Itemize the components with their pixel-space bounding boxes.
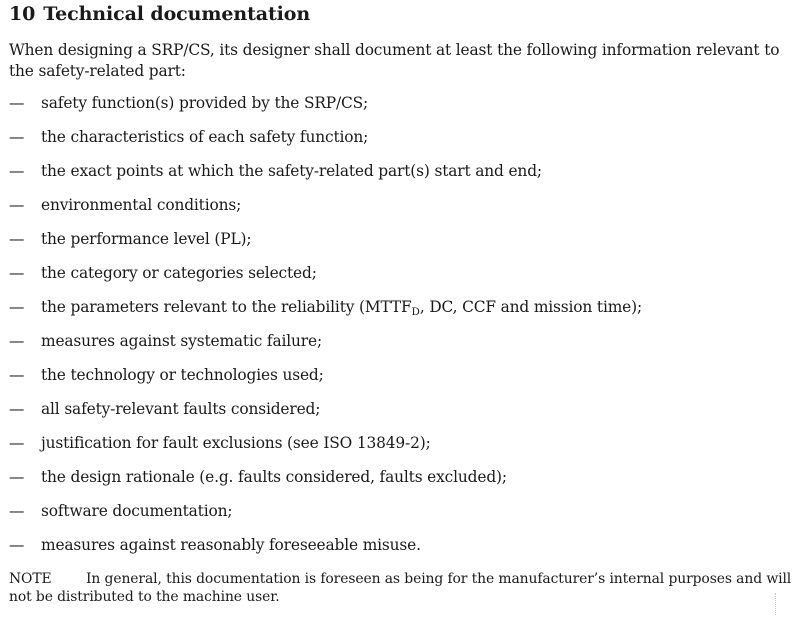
- list-item-text: the exact points at which the safety-related part(s) start and end;: [41, 162, 542, 180]
- section-number: 10: [9, 3, 36, 25]
- list-item: [9, 330, 642, 364]
- list-item-text-after: , DC, CCF and mission time);: [419, 298, 643, 316]
- dash-marker: —: [9, 502, 25, 520]
- list-item: [9, 534, 642, 568]
- list-item: [9, 296, 642, 330]
- list-item: [9, 160, 642, 194]
- dash-marker: —: [9, 468, 25, 486]
- list-item: [9, 466, 642, 500]
- note-paragraph: [9, 570, 801, 606]
- list-item: [9, 432, 642, 466]
- mttf-subscript: D: [411, 306, 420, 318]
- list-item-text: the characteristics of each safety function;: [41, 128, 369, 146]
- list-item-text: measures against systematic failure;: [41, 332, 323, 350]
- dash-marker: —: [9, 196, 25, 214]
- dash-marker: —: [9, 298, 25, 316]
- list-item: [9, 126, 642, 160]
- list-item-text-before: the parameters relevant to the reliability (MTTF: [41, 298, 412, 316]
- documentation-requirements-list: [9, 92, 642, 568]
- dash-marker: —: [9, 434, 25, 452]
- dash-marker: —: [9, 94, 25, 112]
- list-item: [9, 398, 642, 432]
- list-item-text: justification for fault exclusions (see ISO 13849-2);: [41, 434, 431, 452]
- list-item-text: measures against reasonably foreseeable misuse.: [41, 536, 421, 554]
- list-item: [9, 262, 642, 296]
- list-item-text: the category or categories selected;: [41, 264, 317, 282]
- dash-marker: —: [9, 366, 25, 384]
- list-item-text: the design rationale (e.g. faults considered, faults excluded);: [41, 468, 507, 486]
- scan-edge-mark: [775, 593, 778, 615]
- list-item-text: environmental conditions;: [41, 196, 242, 214]
- dash-marker: —: [9, 264, 25, 282]
- dash-marker: —: [9, 400, 25, 418]
- dash-marker: —: [9, 230, 25, 248]
- list-item-text: the performance level (PL);: [41, 230, 252, 248]
- list-item-text: software documentation;: [41, 502, 233, 520]
- list-item: [9, 92, 642, 126]
- section-title: Technical documentation: [43, 3, 311, 25]
- dash-marker: —: [9, 536, 25, 554]
- note-text: In general, this documentation is foreseen as being for the manufacturer’s internal purposes and will not be distributed to the machine user.: [9, 571, 792, 605]
- list-item-text: the technology or technologies used;: [41, 366, 324, 384]
- dash-marker: —: [9, 162, 25, 180]
- list-item-text: all safety-relevant faults considered;: [41, 400, 321, 418]
- list-item-text: [41, 296, 642, 318]
- dash-marker: —: [9, 332, 25, 350]
- list-item: [9, 364, 642, 398]
- list-item: [9, 500, 642, 534]
- section-heading: [9, 3, 310, 25]
- list-item: [9, 228, 642, 262]
- list-item-text: safety function(s) provided by the SRP/CS;: [41, 94, 369, 112]
- list-item: [9, 194, 642, 228]
- intro-paragraph: When designing a SRP/CS, its designer shall document at least the following information relevant to the safety-related part:: [9, 41, 780, 80]
- dash-marker: —: [9, 128, 25, 146]
- note-label: NOTE: [9, 571, 52, 587]
